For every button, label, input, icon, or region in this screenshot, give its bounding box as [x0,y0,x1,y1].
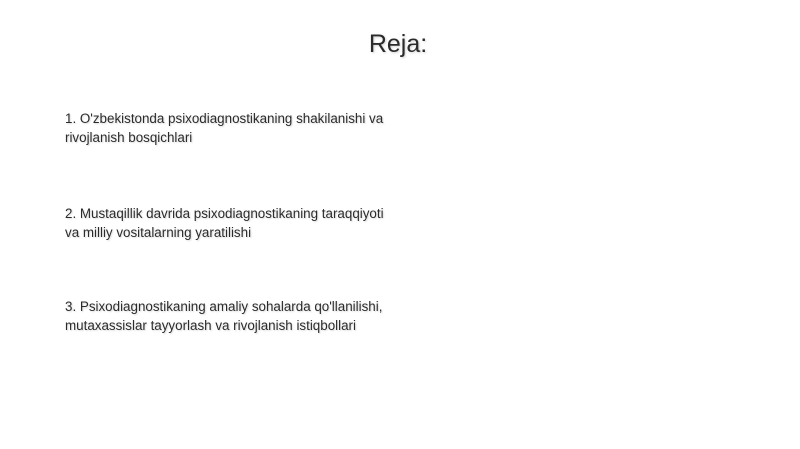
plan-item-2-line-2: va milliy vositalarning yaratilishi [65,225,252,240]
plan-item-1-line-2: rivojlanish bosqichlari [65,130,193,145]
slide-title: Reja: [368,30,428,58]
plan-item-1 [65,109,410,147]
plan-item-2 [65,204,410,242]
plan-item-2-line-1: 2. Mustaqillik davrida psixodiagnostikaning taraqqiyoti [65,206,384,221]
plan-item-3-line-2: mutaxassislar tayyorlash va rivojlanish istiqbollari [65,318,356,333]
plan-item-1-line-1: 1. O'zbekistonda psixodiagnostikaning shakilanishi va [65,111,384,126]
plan-item-3-line-1: 3. Psixodiagnostikaning amaliy sohalarda qo'llanilishi, [65,299,383,314]
plan-item-3 [65,297,410,335]
